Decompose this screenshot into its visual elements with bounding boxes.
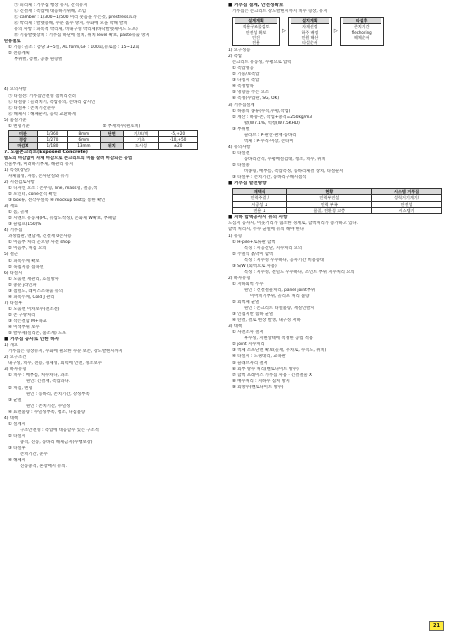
text-line: ⑦ 합벽 프레이스 가푸집 사용 · 긴결철물 X xyxy=(232,372,312,378)
text-line: ② 처짐, 변형 xyxy=(8,385,33,391)
text-line: 2) 하자유형 xyxy=(228,275,251,281)
flow-box xyxy=(288,17,332,46)
text-line: 이어치기부위, 골리포 처리 불량 xyxy=(250,293,310,299)
text-line: 1) 개요 xyxy=(4,343,19,349)
table-cell: 안전성 xyxy=(372,201,442,207)
text-line: 특성 : 지수성, 전밀도 우수하나, 조인트 부위 지수처리 요의 xyxy=(244,269,355,275)
text-line: ① 이음부 처리 곤오양 사전 shop xyxy=(8,240,71,246)
flow-box-line: 적용구조물검토 xyxy=(242,24,270,30)
text-line: ③ 다칭시 측압 xyxy=(232,78,260,84)
text-line: ② 주열식 흙막이 합벽 xyxy=(232,251,274,257)
text-line: ⑧ 배수처리 : 지하수 집처 방지 xyxy=(232,378,290,384)
text-line: ④ 타설시 : 도핑대리, 교속판 xyxy=(232,354,286,360)
table-cell: 1/180 xyxy=(37,143,67,149)
text-line: ② 기둥/보측압 xyxy=(232,72,260,78)
text-fragment: ② 부재치수(편호치) xyxy=(102,123,141,129)
table-cell: 1/270 xyxy=(37,137,67,143)
table-cell: 마감X xyxy=(9,143,38,149)
text-line: ② 타설중 xyxy=(232,163,250,168)
flow-box-line: 하주 배정 xyxy=(301,29,319,35)
table-cell: 시스템기 xyxy=(372,208,442,214)
flow-box-line: 전용 xyxy=(252,39,260,45)
section-heading: ■ 거푸집 발전방향 xyxy=(228,181,267,187)
text-line: 3) 거푸집설계 xyxy=(228,102,255,108)
flow-box-line: 타설순서 xyxy=(302,39,318,45)
table-cell: 현황 xyxy=(287,189,372,195)
text-line: ② 포인터, cone간격 확인 xyxy=(8,192,57,198)
text-line: ㉡ 긴결재 : 측압에 대응하기위해, 조임 xyxy=(14,9,87,15)
formwork-design-flow xyxy=(232,17,446,46)
text-line: ⑤ 발수제(실리콘, 불소계) 도포 xyxy=(8,331,67,337)
text-line: ③ 부위별 xyxy=(232,126,250,132)
text-line: ㉠ 타설전: 거푸집안전성 점비리건려 xyxy=(8,93,76,99)
text-line: ③ box류, 전각수설복 ④ mockup test를 통한 확인 xyxy=(8,198,106,204)
text-line: ③ 벽체 소포단면 확보(골재, 우차로, 수직도, 위치) xyxy=(232,348,327,354)
text-line: 활(W7.1%, 역청(W7.5KHD) xyxy=(244,120,300,126)
table-row xyxy=(233,208,442,214)
table-cell: 경감 xyxy=(9,137,38,143)
text-fragment: ① 변형기준 xyxy=(8,123,30,129)
text-line: 2) 측압 xyxy=(228,54,243,60)
flow-box-line: 인건 xyxy=(252,34,260,40)
text-line: 도심지 공사시, 이웃거리가 협소한 경계로, 합벽처리가 증가하고 있다. xyxy=(228,221,358,227)
text-line: ③ 타설후 xyxy=(8,445,26,451)
text-line: ① 타설전 xyxy=(232,150,250,156)
text-line: 과정법판, 맨남재, 긴결재 0콘사용 xyxy=(8,234,72,240)
text-line: 내구성, 치수, 전용, 경제성, 외력에 안전, 정소보수 xyxy=(8,361,102,367)
text-line: ① H-pile+토류판 합벽 xyxy=(232,239,276,245)
flow-box-line: 해체순서 xyxy=(353,34,370,40)
text-line: 충격, 진동, 동바리 해제금지(수행보강) xyxy=(20,439,93,445)
table-cell: 6mm xyxy=(68,137,101,143)
text-line: ① 치수 : 배부름, 처수차다, 과소 xyxy=(8,373,69,379)
text-line: 진동충격, 흔장애시 유의. xyxy=(20,464,67,470)
text-line: ② 녹침지용 접속선 xyxy=(8,264,44,270)
text-line: 합벽 처리시, 누수 균열에 유의 해야 한다 xyxy=(228,227,304,233)
text-line: 원인 : 콘크리트 타설불량, 재질인발시 xyxy=(244,306,315,312)
text-line: 구조안전성 : 측압에 대응할수 있는 구조적 xyxy=(20,427,99,433)
text-line: ② 존 구방처리 xyxy=(8,312,36,318)
text-line: ① 하중의 종류(수직,수평,작업) xyxy=(232,108,291,114)
text-line: 7) 타설후 xyxy=(4,300,23,306)
text-line: 1) 유형 xyxy=(228,233,243,239)
text-line: ⑥ 외부 방수 처리(벤토나이트 방수) xyxy=(232,366,299,372)
right-column xyxy=(228,3,446,391)
flow-box-title: 설치계획 xyxy=(291,18,329,24)
text-line: ② 충분 j라인파 xyxy=(8,282,37,288)
text-line: 6) 타설시 xyxy=(4,270,23,276)
section-heading: 탄용철토 xyxy=(4,39,21,45)
text-line: 4) 유의사항 xyxy=(228,144,251,150)
text-line: ① 측압영공 xyxy=(232,66,254,72)
table-cell: 품질, 전환경 고층 xyxy=(287,208,372,214)
text-line: ㉢ 타설후 : 존치기간준수 xyxy=(8,105,56,111)
text-line: ① 기능: 골조 : 층당 3~5일, AL form,GF : 100회,유로폼 : 15~12회 xyxy=(8,45,140,51)
text-line: ㉤ 기둥발렛장치 : 거푸집 하단에 설치, 위치 level 확보, paste유출 방지 xyxy=(14,33,150,39)
text-line: 4) 요의사항 xyxy=(4,87,27,93)
table-cell: 시스템 거푸집 xyxy=(372,189,442,195)
table-row xyxy=(9,143,198,149)
text-line: ① 피복두께 확보 xyxy=(8,258,40,264)
text-line: 1) 특성(장단) xyxy=(4,167,30,173)
text-line: ② 외벽체 균열 xyxy=(232,300,260,306)
section-heading: ■ 거푸집 공사로 인한 하자 xyxy=(4,337,60,343)
table-cell: 인력부진설 xyxy=(287,195,372,201)
table-cell: 시공성 ↓ xyxy=(233,201,287,207)
text-line: ① 지하외벽 누수 xyxy=(232,281,264,287)
text-line: ① 사전조사 철저 xyxy=(232,330,264,336)
text-line: 3) 재료 xyxy=(4,204,19,210)
text-line: 원인 : 동바리, 존치기간, 강성부족 xyxy=(26,391,90,397)
text-line: 콘크리트 유동성, 수평으로 압력 xyxy=(232,60,292,66)
text-line: ③ S/W (외벽으로 사용) xyxy=(232,263,277,269)
text-line: ① 노출면 이차보수(전조전) xyxy=(8,306,60,312)
section-heading: ■ 지하 합벽공사시 유의 사항 xyxy=(228,215,288,221)
flow-box-title: 타설후 xyxy=(343,18,381,24)
text-line: ② 시멘트 유동제(PC, 유압도착성), 온화제 W확보, 부패함 xyxy=(8,216,117,222)
text-line: 원인: 긴결재, 측압과다. xyxy=(26,379,71,385)
flow-box xyxy=(340,17,384,46)
development-direction-table xyxy=(232,188,442,214)
text-line: 5) 철근 xyxy=(4,252,19,258)
text-line: ① 노출면 재관리, 흐실방사 xyxy=(8,276,59,282)
text-line: 건물부게, 미려하기부제, 해관리 유지 xyxy=(4,161,74,167)
text-line: ① 디자인 요소 : 콘무형, line, mass형, 철공,색 xyxy=(8,185,98,191)
flow-box-title: 설계계획 xyxy=(235,18,277,24)
text-line: 4) 대책 xyxy=(4,415,19,421)
text-line: ③ 작은결함 M+속교 xyxy=(8,319,47,324)
text-line: 비종링, 배부름, 측압측정, 동바리체결 상치, 타설순서 xyxy=(244,169,344,175)
text-line: ③ 타설후 : 존치기간, 동바리구해시점석 xyxy=(232,175,307,181)
table-cell: 인력 부족 xyxy=(287,201,372,207)
text-line: ③ 인접지반 침하 균열 xyxy=(232,312,274,318)
text-line: 거푸집은 콘크리트 강도발현시까지 치수 형상, 유지 xyxy=(232,9,328,15)
table-cell: -10,+50 xyxy=(159,137,198,143)
text-line: ① 설계시 xyxy=(8,421,26,427)
text-line: 2) 요구조건 xyxy=(4,355,27,361)
text-line: 별도의 마감없이 자체 마감으로 콘크리트의 미를 살려 마감되는 공법 xyxy=(4,155,133,161)
text-line: 2) 시전검토사항 xyxy=(4,179,35,185)
text-line: ④ 피복두께, Cold J 관리 xyxy=(8,294,55,300)
table-cell: 기/보/벽 xyxy=(123,130,158,136)
table-cell: ±20 xyxy=(159,143,198,149)
text-line: ㉣ 해체시 : 해체순서, 응력 교환하게 xyxy=(8,111,76,117)
text-line: ⑤ 영향을 주는 요소 xyxy=(232,90,270,96)
text-line: 3) 대책 xyxy=(228,324,243,330)
text-line: 특징 : 시공간단, 지수처리 요의 xyxy=(244,245,303,251)
text-line: ③ 점렬도, 레이스조속출 유의 xyxy=(8,288,63,294)
page-number: 21 xyxy=(429,621,444,631)
flow-box xyxy=(232,17,280,46)
text-line: 부위별, 층별, 공종 원형별 xyxy=(14,57,63,63)
text-line: ② joint 지수처리 xyxy=(232,342,265,348)
text-line: ② 타설시 xyxy=(8,433,26,439)
table-cell: 위치 xyxy=(100,143,123,149)
text-line: 존치기간, 준수 xyxy=(20,452,48,458)
table-cell: 미관 xyxy=(9,130,38,136)
table-cell: 13mm xyxy=(68,143,101,149)
arrow-right-icon: ▷ xyxy=(333,28,338,34)
table-cell: -5,+20 xyxy=(159,130,198,136)
text-line: ③ 슬럼프(150)% xyxy=(8,222,42,228)
text-line: 4) 거푸집 xyxy=(4,228,23,234)
table-cell: 8mm xyxy=(68,130,101,136)
text-line: 원인 : 존치기간, 수밀성 xyxy=(26,403,71,409)
flow-box-line: 인원 해산 xyxy=(301,34,319,40)
text-line: ⑨ 외방수(벤토나이트 방수) xyxy=(232,384,284,390)
text-line: ④ 측정항목 xyxy=(232,84,254,90)
text-line: 3) 하자유형 xyxy=(4,367,27,373)
text-line: 1) 요구성능 xyxy=(228,48,251,54)
text-line: 유의 사항 : 피복적 박리제, 비내구성 박리제(바닥발렛제미드 도포) xyxy=(14,27,138,33)
table-cell: 성력거기계기/ xyxy=(372,195,442,201)
flow-box-line: 안전성 확보 xyxy=(245,29,267,35)
table-row xyxy=(233,195,442,201)
table-cell: 기초 xyxy=(123,137,158,143)
text-line: ④ 해체시 xyxy=(8,458,26,464)
text-line: ② 이음부, 처짐 요의 xyxy=(8,246,47,252)
text-line: 5) 품질기준 xyxy=(4,117,27,123)
left-column xyxy=(4,3,222,470)
text-line: ⑤ 슬래브자리 철저 xyxy=(232,360,268,366)
table-cell: 인력주결 / xyxy=(233,195,287,201)
table-cell: 1/360 xyxy=(37,130,67,136)
table-cell: 단면 xyxy=(100,130,123,136)
flow-box-line: flechoring xyxy=(351,29,372,35)
text-line: ④ 탄결, 결로 현상 발생, 내구성 저하 xyxy=(232,318,301,324)
arrow-right-icon: ▷ xyxy=(282,28,286,34)
text-line: 거푸집은 형상유지, 수화에 필요한 수분 보존, 강도발현시까지 xyxy=(8,349,123,355)
text-line: 동바리간격, 수평배설검대, 청소, 치수, 위치 xyxy=(244,156,326,162)
quality-standard-table xyxy=(8,130,198,150)
text-line: 특성 : 지수성 우수하나, 공사기간 비용증대 xyxy=(244,257,325,263)
text-line: 후수성, 지변상태에 적정한 공법 적용 xyxy=(244,336,314,342)
section-heading: 7. 노출콘크리트(Exposed Concrete) xyxy=(4,149,88,155)
text-line: ⑥ 측정(수압관, SG, OK) xyxy=(232,96,280,102)
text-line: ② 전용계획 xyxy=(8,51,30,57)
text-line: 자체협성, 자통, 온사단실와 유기 xyxy=(8,173,69,179)
table-cell: 도시성 xyxy=(123,143,158,149)
text-line: ㉣ 박리제 : 발렛용해, 수분 흡수 방지, 수화에 모을 막해 발치 xyxy=(14,21,128,27)
section-heading: ■ 거푸집 설계, 안전성확보 xyxy=(228,3,284,8)
text-line: ① 몸, 골재 xyxy=(8,210,29,216)
table-cell: 재택식 xyxy=(233,189,287,195)
text-line: ㉡ 타설중 : 들려치기, 측압유의, 콘바리 감시인 xyxy=(8,99,96,105)
text-line: ④ 표면불량 : 수밀성부족, 청소, 다짐불량 xyxy=(8,409,86,415)
table-row xyxy=(233,201,442,207)
text-line: ② 계산 : 하중-존, 작업+충격=250kg/m3 xyxy=(232,114,313,120)
flow-box-line: 자재선정 xyxy=(302,24,318,30)
text-line: 벽체 : P·수직·미장, 콘타이 xyxy=(244,138,294,144)
text-line: ㉠ 피리체 : 거푸집 행상 유지, 간격유지 xyxy=(14,3,88,8)
text-line: ④ 이색부위 보수 xyxy=(8,325,40,331)
text-line: 슬라브 : P·판산·판재·동바리 xyxy=(244,132,297,138)
flow-box-line: 존치기간 xyxy=(353,24,370,30)
text-line: ③ 균열 xyxy=(8,397,22,403)
table-cell: 전용 ↓ xyxy=(233,208,287,214)
text-line: 원인 : 건결철물처리, panel joint부위 xyxy=(244,287,316,293)
text-line: ㉢ camber : 1/300~1/500 미리 숫음을 두는것, prestress효과 xyxy=(14,15,137,21)
